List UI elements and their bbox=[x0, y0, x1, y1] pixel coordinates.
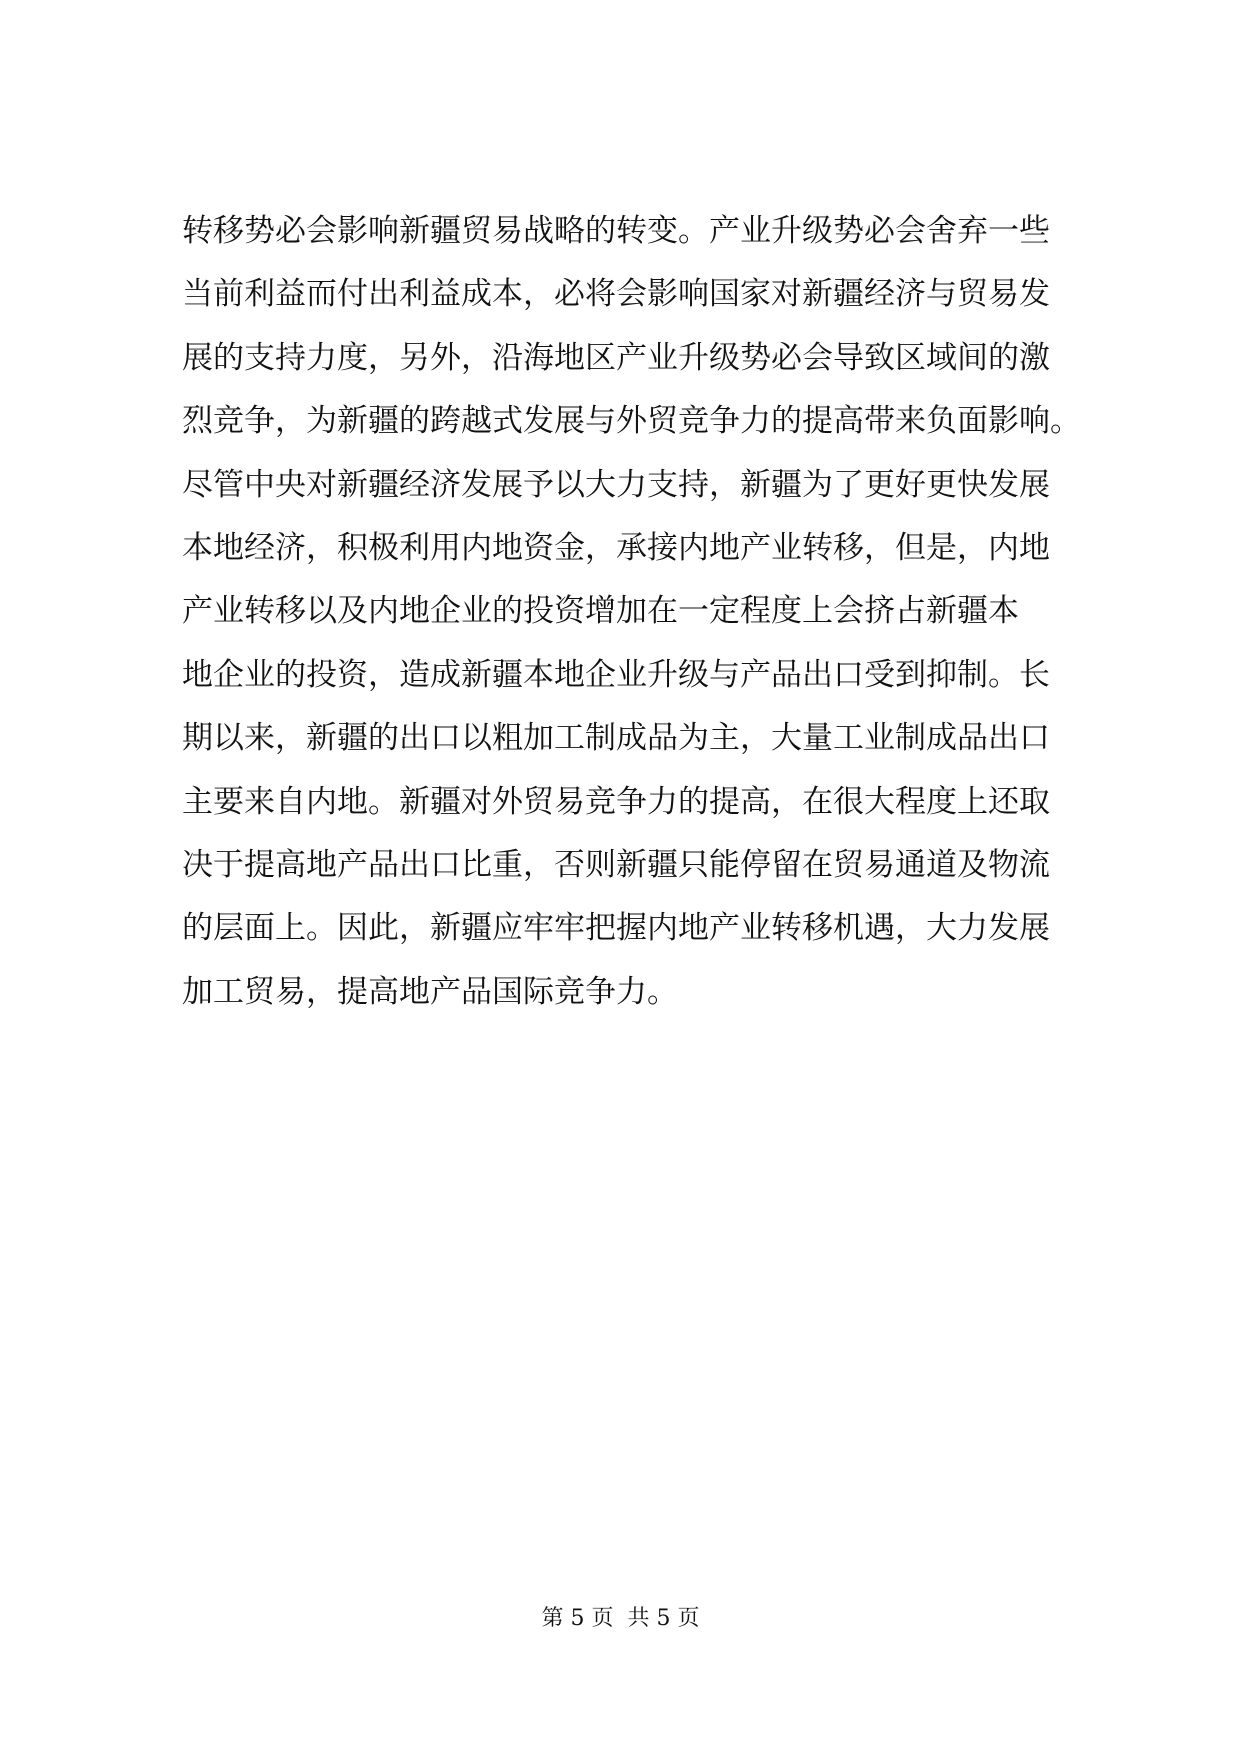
paragraph-line: 尽管中央对新疆经济发展予以大力支持，新疆为了更好更快发展 bbox=[182, 466, 1050, 503]
paragraph-line: 展的支持力度，另外，沿海地区产业升级势必会导致区域间的激 bbox=[182, 339, 1050, 376]
paragraph-line: 加工贸易，提高地产品国际竞争力。 bbox=[182, 973, 678, 1010]
paragraph-line: 转移势必会影响新疆贸易战略的转变。产业升级势必会舍弃一些 bbox=[182, 213, 1050, 249]
paragraph-line: 本地经济，积极利用内地资金，承接内地产业转移，但是，内地 bbox=[182, 529, 1050, 566]
paragraph-line: 期以来，新疆的出口以粗加工制成品为主，大量工业制成品出口 bbox=[182, 720, 1050, 757]
paragraph-line: 决于提高地产品出口比重，否则新疆只能停留在贸易通道及物流 bbox=[182, 846, 1050, 883]
body-paragraph bbox=[182, 200, 1082, 1024]
page-footer: 第 5 页 共 5 页 bbox=[541, 1606, 700, 1631]
paragraph-line: 产业转移以及内地企业的投资增加在一定程度上会挤占新疆本 bbox=[182, 593, 1019, 630]
paragraph-line: 当前利益而付出利益成本，必将会影响国家对新疆经济与贸易发 bbox=[182, 276, 1050, 313]
paragraph-line: 主要来自内地。新疆对外贸易竞争力的提高，在很大程度上还取 bbox=[182, 783, 1050, 820]
paragraph-line: 地企业的投资，造成新疆本地企业升级与产品出口受到抑制。长 bbox=[182, 656, 1050, 693]
paragraph-line: 的层面上。因此，新疆应牢牢把握内地产业转移机遇，大力发展 bbox=[182, 910, 1050, 947]
paragraph-line: 烈竞争，为新疆的跨越式发展与外贸竞争力的提高带来负面影响。 bbox=[182, 403, 1081, 440]
